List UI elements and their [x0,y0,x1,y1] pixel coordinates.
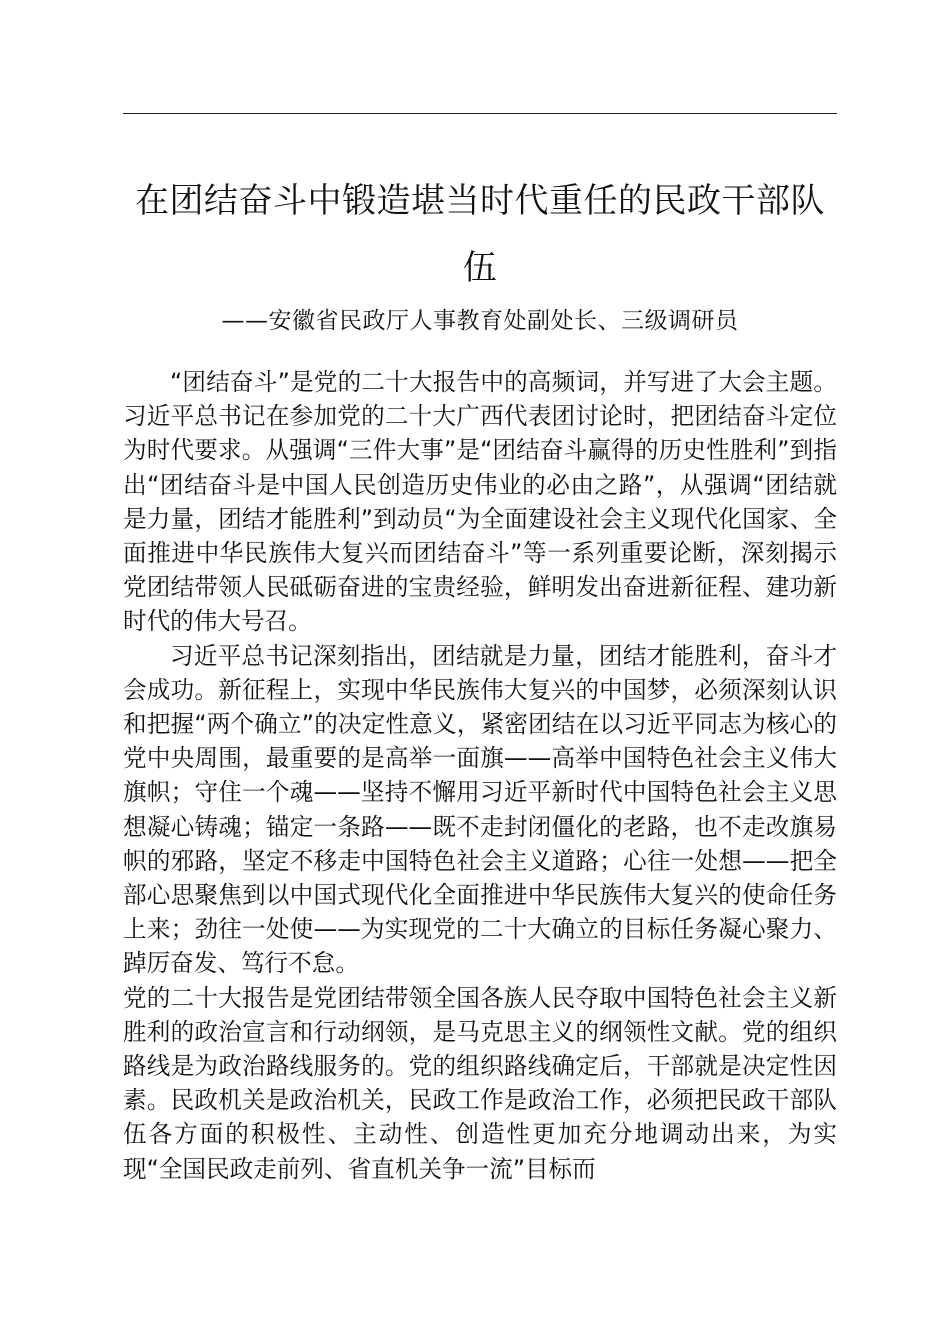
paragraph: “团结奋斗”是党的二十大报告中的高频词，并写进了大会主题。习近平总书记在参加党的二十大广西代表团讨论时，把团结奋斗定位为时代要求。从强调“三件大事”是“团结奋斗赢得的历史性胜利”到指出“团结奋斗是中国人民创造历史伟业的必由之路”，从强调“团结就是力量，团结才能胜利”到动员“为全面建设社会主义现代化国家、全面推进中华民族伟大复兴而团结奋斗”等一系列重要论断，深刻揭示党团结带领人民砥砺奋进的宝贵经验，鲜明发出奋进新征程、建功新时代的伟大号召。 [123,368,837,636]
header-rule [123,113,837,114]
paragraph: 党的二十大报告是党团结带领全国各族人民夺取中国特色社会主义新胜利的政治宣言和行动纲领，是马克思主义的纲领性文献。党的组织路线是为政治路线服务的。党的组织路线确定后，干部就是决定性因素。民政机关是政治机关，民政工作是政治工作，必须把民政干部队伍各方面的积极性、主动性、创造性更加充分地调动出来，为实现“全国民政走前列、省直机关争一流”目标而 [123,983,837,1183]
document-body [123,365,837,1186]
document-subtitle: ——安徽省民政厅人事教育处副处长、三级调研员 [221,308,739,334]
document-title: 在团结奋斗中锻造堪当时代重任的民政干部队伍 [135,181,825,288]
paragraph: 习近平总书记深刻指出，团结就是力量，团结才能胜利，奋斗才会成功。新征程上，实现中华民族伟大复兴的中国梦，必须深刻认识和把握“两个确立”的决定性意义，紧密团结在以习近平同志为核心的党中央周围，最重要的是高举一面旗——高举中国特色社会主义伟大旗帜；守住一个魂——坚持不懈用习近平新时代中国特色社会主义思想凝心铸魂；锚定一条路——既不走封闭僵化的老路，也不走改旗易帜的邪路，坚定不移走中国特色社会主义道路；心往一处想——把全部心思聚焦到以中国式现代化全面推进中华民族伟大复兴的使命任务上来；劲往一处使——为实现党的二十大确立的目标任务凝心聚力、踔厉奋发、笃行不怠。 [123,641,837,978]
